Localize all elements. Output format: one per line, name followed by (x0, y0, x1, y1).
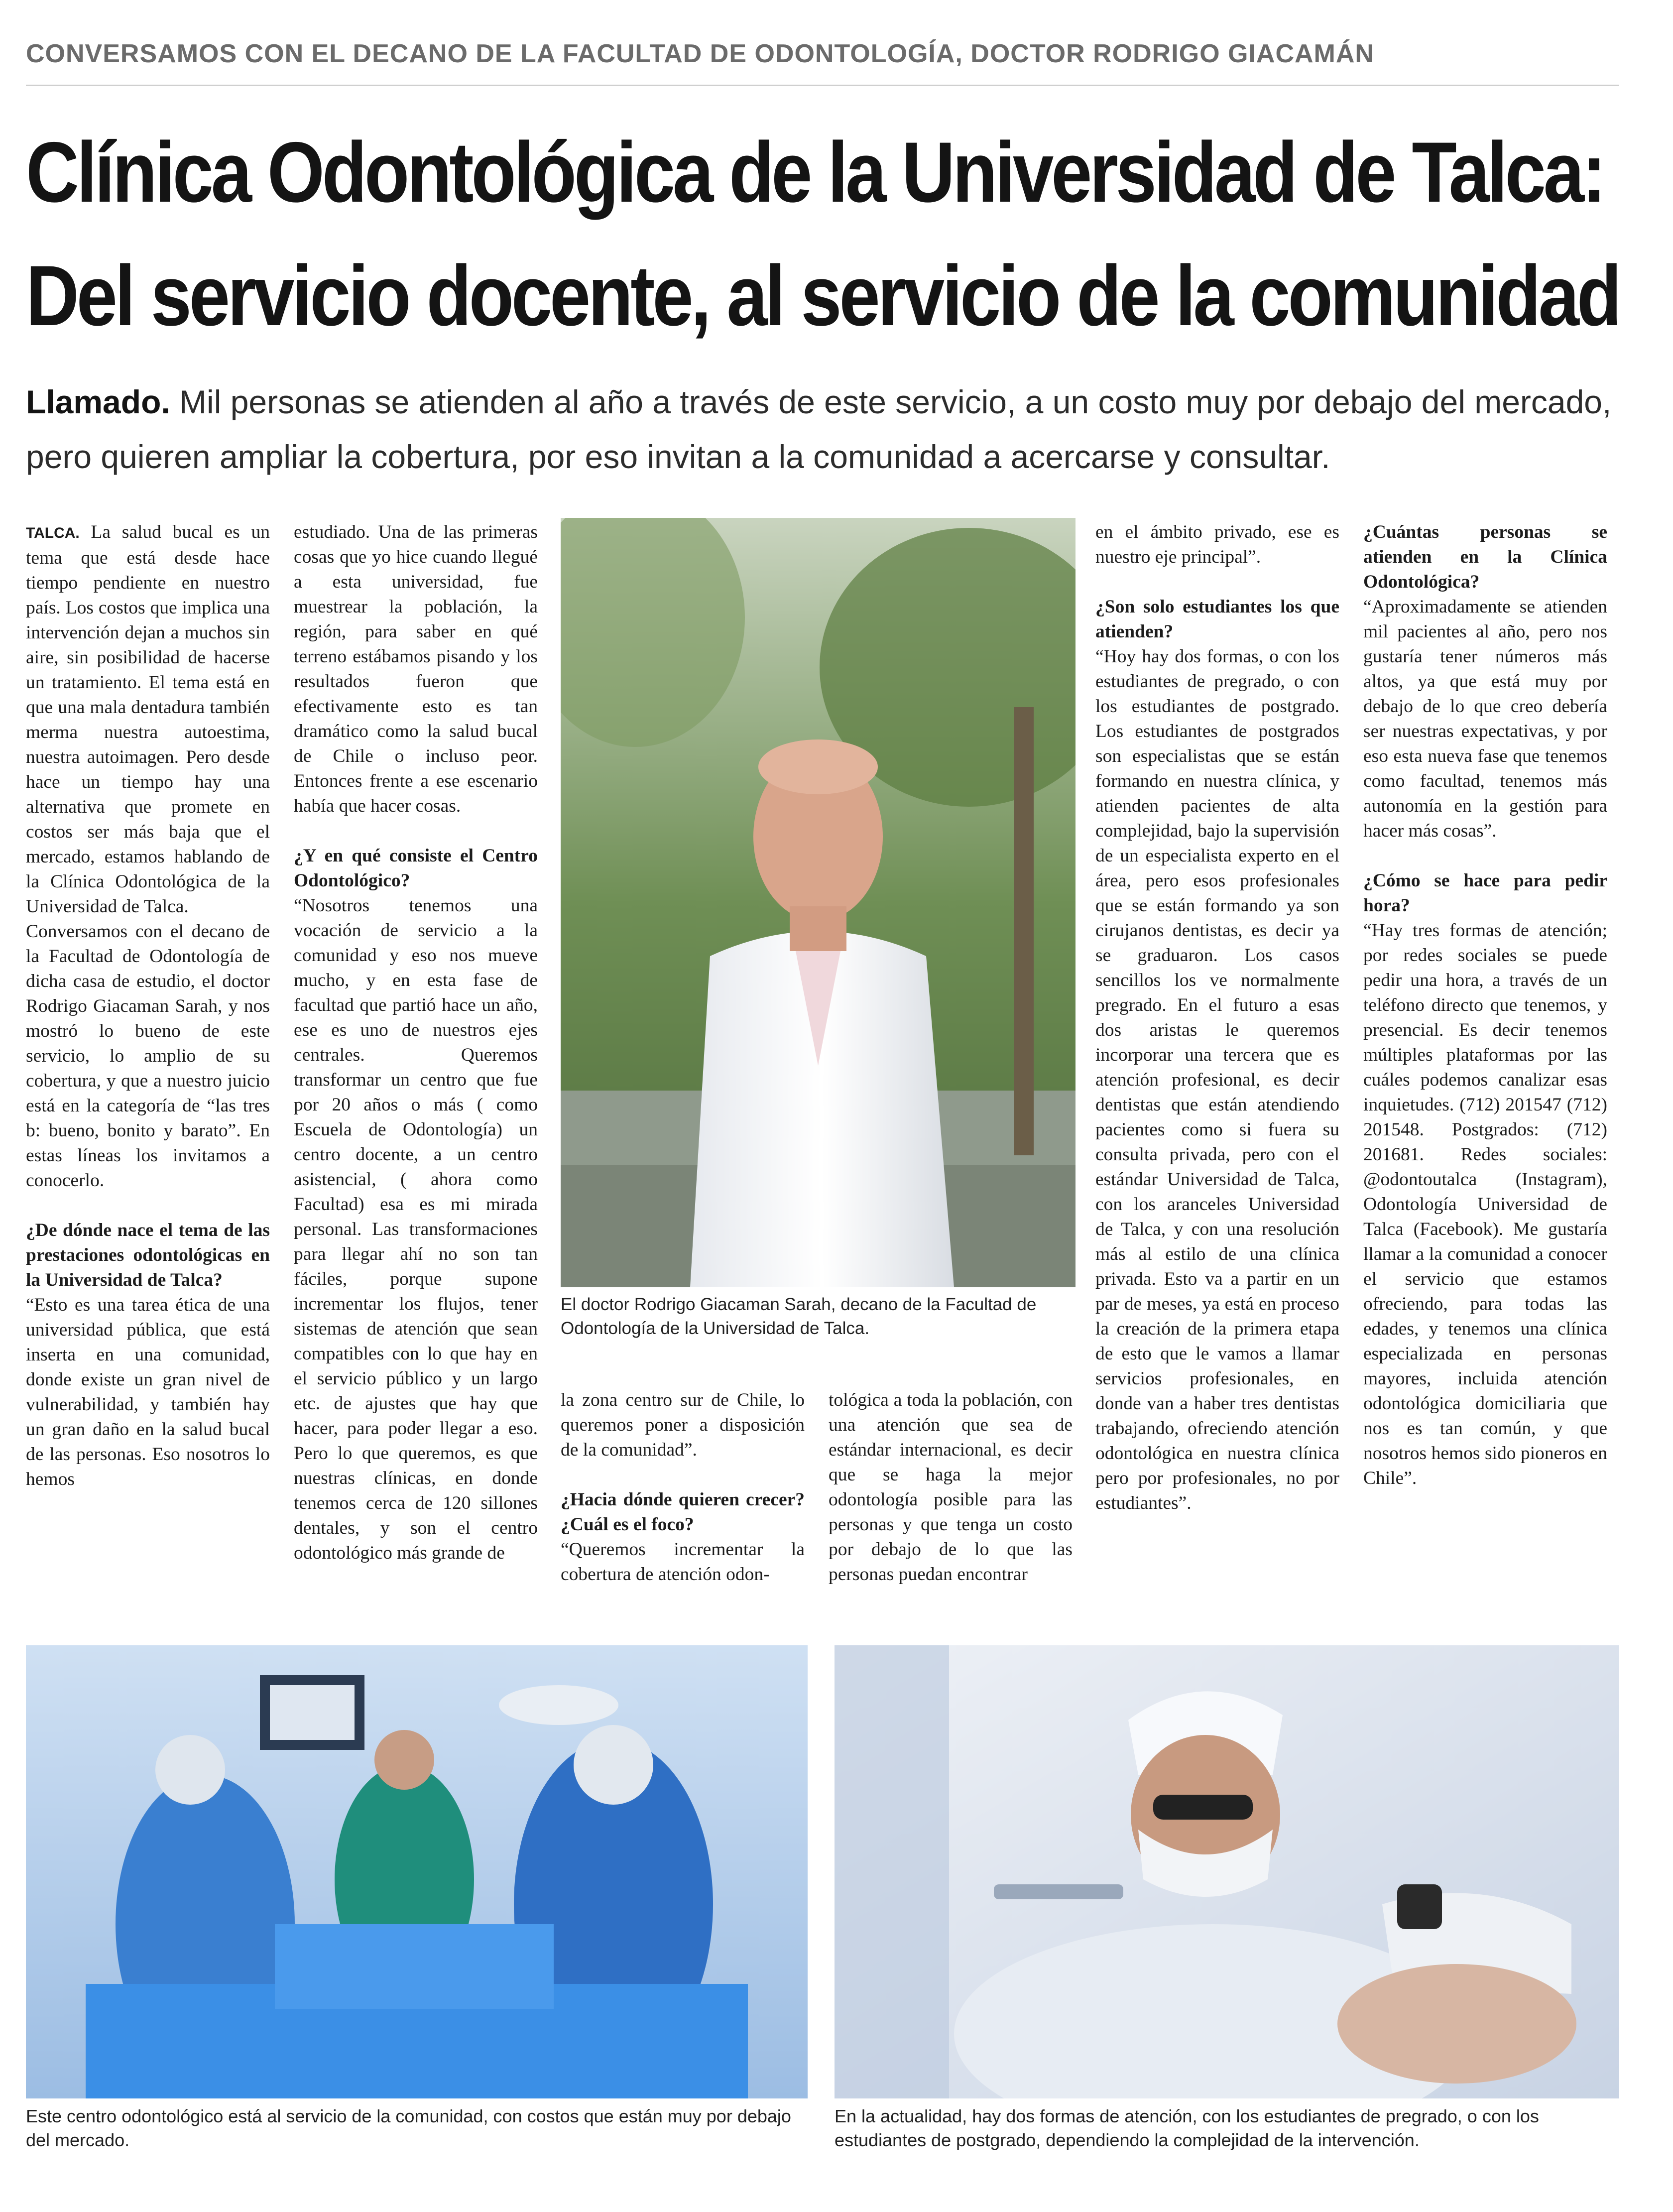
interview-question: ¿Son solo estudiantes los que atienden? (1095, 597, 1339, 642)
interview-question: ¿Y en qué consiste el Centro Odontológico? (294, 846, 538, 891)
interview-answer: “Hay tres formas de atención; por redes sociales se puede pedir una hora, a través de un teléfono directo que tenemos, y presencial. Es decir tenemos múltiples plataformas por las cuáles podemos canalizar esas inquietudes. (712) 201547 (712) 201548. Postgrados: (712) 201681. Redes sociales: @odontoutalca (Instagram), Odontología Universidad de Talca (Facebook). Me gustaría llamar a la comunidad a conocer el servicio que estamos ofreciendo, para todas las edades, y tenemos una clínica especializada en personas mayores, incluida atención odontológica domiciliaria que nos es tan común, y que nosotros hemos sido pioneros en Chile”. (1363, 920, 1607, 1488)
dentist-illustration (835, 1645, 1619, 2098)
interview-answer: “Hoy hay dos formas, o con los estudiantes de pregrado, o con los estudiantes de postgrado. Los estudiantes de postgrados son especialistas que se están formando en nuestra clínica, y atienden pacientes de alta complejidad, bajo la supervisión de un especialista experto en el área, pero esos profesionales que se están formando ya son cirujanos dentistas, es decir ya se graduaron. Los casos sencillos los ve normalmente pregrado. En el futuro a esas dos aristas le queremos incorporar una tercera que es atención profesional, es decir dentistas que están atendiendo pacientes como si fuera su consulta privada, pero con el estándar Universidad de Talca, con los aranceles Universidad de Talca, y con una resolución más al estilo de una clínica privada. Esto va a partir en un par de meses, ya está en proceso la creación de la primera etapa de esto que le vamos a llamar servicios profesionales, en donde van a haber tres dentistas trabajando, ofreciendo atención odontológica en nuestra clínica pero por profesionales, no por estudiantes”. (1095, 646, 1339, 1513)
headline-line-1: Clínica Odontológica de la Universidad de Talca: (26, 124, 1604, 220)
interview-question: ¿Cómo se hace para pedir hora? (1363, 870, 1607, 916)
interview-question: ¿Hacia dónde quieren crecer? ¿Cuál es el foco? (561, 1489, 805, 1535)
portrait-caption: El doctor Rodrigo Giacaman Sarah, decano de la Facultad de Odontología de la Universidad de Talca. (561, 1295, 1037, 1338)
article-column-4 (829, 1388, 1073, 1587)
portrait-illustration (561, 518, 1076, 1287)
subhead-lead: Llamado. (26, 383, 170, 420)
paragraph-text: La salud bucal es un tema que está desde hace tiempo pendiente en nuestro país. Los costos que implica una intervención dejan a muchos sin aire, sin posibilidad de hacerse un tratamiento. El tema está en que una mala dentadura también merma nuestra autoestima, nuestra autoimagen. Pero desde hace un tiempo hay una alternativa que promete en costos ser más baja que el mercado, estamos hablando de la Clínica Odontológica de la Universidad de Talca. (26, 522, 270, 917)
interview-answer: “Aproximadamente se atienden mil pacientes al año, pero nos gustaría tener números más altos, ya que está muy por debajo de lo que creo debería ser nuestras expectativas, y por eso esta nueva fase que tenemos como facultad, tenemos más autonomía en la gestión para hacer más cosas”. (1363, 597, 1607, 841)
article-column-2 (294, 520, 538, 1566)
paragraph (26, 520, 270, 919)
paragraph: en el ámbito privado, ese es nuestro eje principal”. (1095, 522, 1339, 567)
kicker: CONVERSAMOS CON EL DECANO DE LA FACULTAD DE ODONTOLOGÍA, DOCTOR RODRIGO GIACAMÁN (26, 39, 1374, 68)
dentist-caption: En la actualidad, hay dos formas de atención, con los estudiantes de pregrado, o con los estudiantes de postgrado, dependiendo la complejidad de la intervención. (835, 2106, 1539, 2150)
article-column-1 (26, 520, 270, 1492)
article-column-5 (1095, 520, 1339, 1516)
article-column-6 (1363, 520, 1607, 1491)
subhead (26, 374, 1634, 484)
surgery-caption: Este centro odontológico está al servicio de la comunidad, con costos que están muy por debajo del mercado. (26, 2106, 791, 2150)
subhead-text: Mil personas se atienden al año a través de este servicio, a un costo muy por debajo del mercado, pero quieren ampliar la cobertura, por eso invitan a la comunidad a acercarse y consultar. (26, 383, 1612, 475)
dateline: TALCA. (26, 525, 80, 541)
interview-answer: “Esto es una tarea ética de una universidad pública, que está inserta en una comunidad, donde existe un gran nivel de vulnerabilidad, y también hay un gran daño en la salud bucal de las personas. Eso nosotros lo hemos (26, 1295, 270, 1489)
paragraph: tológica a toda la población, con una atención que sea de estándar internacional, es decir que se haga la mejor odontología posible para las personas y que tenga un costo por debajo de lo que las personas puedan encontrar (829, 1390, 1073, 1585)
paragraph: Conversamos con el decano de la Facultad de Odontología de dicha casa de estudio, el doctor Rodrigo Giacaman Sarah, y nos mostró lo bueno de este servicio, lo amplio de su cobertura, y que a nuestro juicio está en la categoría de “las tres b: bueno, bonito y barato”. En estas líneas los invitamos a conocerlo. (26, 921, 270, 1191)
divider (26, 85, 1619, 86)
headline-line-2: Del servicio docente, al servicio de la comunidad (26, 248, 1619, 344)
interview-answer: “Nosotros tenemos una vocación de servicio a la comunidad y eso nos mueve mucho, y en esta fase de facultad que partió hace un año, ese es uno de nuestros ejes centrales. Queremos transformar un centro que fue por 20 años o más ( como Escuela de Odontología) un centro docente, a un centro asistencial, ( ahora como Facultad) esa es mi mirada personal. Las transformaciones para llegar ahí no son tan fáciles, porque supone incrementar los flujos, tener sistemas de atención que sean compatibles con lo que hay en el servicio público y un largo etc. de ajustes que hay que hacer, para poder llegar a eso. Pero lo que queremos, es que nuestras clínicas, en donde tenemos cerca de 120 sillones dentales, y son el centro odontológico más grande de (294, 895, 538, 1563)
interview-question: ¿De dónde nace el tema de las prestaciones odontológicas en la Universidad de Talca? (26, 1220, 270, 1290)
surgery-photo (26, 1645, 808, 2098)
paragraph: la zona centro sur de Chile, lo queremos poner a disposición de la comunidad”. (561, 1390, 805, 1460)
dentist-photo (835, 1645, 1619, 2098)
interview-answer: “Queremos incrementar la cobertura de atención odon- (561, 1539, 805, 1585)
article-column-3 (561, 1388, 805, 1587)
surgery-illustration (26, 1645, 808, 2098)
dean-portrait-photo (561, 518, 1076, 1287)
paragraph: estudiado. Una de las primeras cosas que yo hice cuando llegué a esta universidad, fue muestrear la población, la región, para saber en qué terreno estábamos pisando y los resultados fueron que efectivamente esto es tan dramático como la salud bucal de Chile o incluso peor. Entonces frente a ese escenario había que hacer cosas. (294, 522, 538, 816)
headline (26, 111, 1619, 358)
interview-question: ¿Cuántas personas se atienden en la Clínica Odontológica? (1363, 522, 1607, 592)
